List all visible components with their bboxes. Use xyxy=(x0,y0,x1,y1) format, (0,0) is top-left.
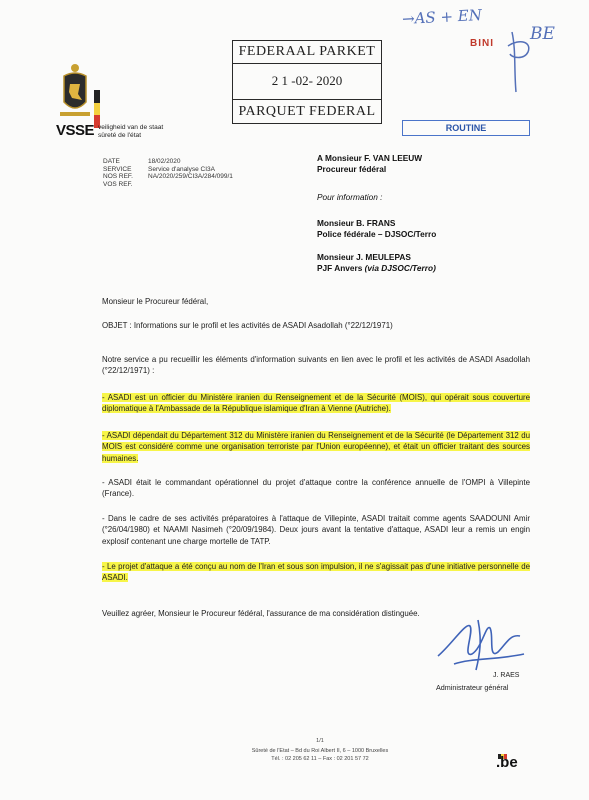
paragraph-1: - ASADI est un officier du Ministère iranien du Renseignement et de la Sécurité (MOIS), qui opérait sous couverture diplomatique à l'Ambassade de la République islamique d'Iran à Vienne (Autriche). xyxy=(102,393,530,414)
stamp-line-1: FEDERAAL PARKET xyxy=(238,44,376,59)
ref-service: Service d'analyse CI3A xyxy=(148,165,215,173)
intro-paragraph: Notre service a pu recueillir les éléments d'information suivants en lien avec le profil et les activités de ASADI Asadollah (°22/12/1971) : xyxy=(102,355,530,376)
be-logo: .be xyxy=(496,754,518,771)
logo-line-nl: veiligheid van de staat xyxy=(98,124,164,131)
cc-recipient-1: Monsieur B. FRANS Police fédérale – DJSOC/Terro xyxy=(317,218,437,239)
subject-line: OBJET : Informations sur le profil et les activités de ASADI Asadollah (°22/12/1971) xyxy=(102,321,393,330)
coat-of-arms-icon xyxy=(58,62,92,120)
recipient-block xyxy=(317,153,422,174)
be-logo-flag xyxy=(498,746,508,751)
received-stamp xyxy=(232,40,382,124)
belgian-flag-stripes xyxy=(94,90,100,128)
signature-icon xyxy=(432,614,528,674)
ref-our-ref: NA/2020/259/CI3A/284/099/1 xyxy=(148,173,233,181)
handwritten-scribble-icon xyxy=(498,28,548,98)
footer-phone: Tél. : 02 205 62 11 – Fax : 02 201 57 72 xyxy=(271,756,369,762)
recipient-title: Procureur fédéral xyxy=(317,163,387,174)
signatory-name: J. RAES xyxy=(493,672,520,679)
cc-recipient-2: Monsieur J. MEULEPAS PJF Anvers (via DJSOC/Terro) xyxy=(317,252,436,273)
paragraph-3: - ASADI était le commandant opérationnel du projet d'attaque contre la conférence annuelle de l'OMPI à Villepinte (France). xyxy=(102,478,530,499)
priority-badge: ROUTINE xyxy=(402,120,530,136)
stamp-date: 2 1 -02- 2020 xyxy=(271,73,343,88)
signatory-title: Administrateur général xyxy=(436,683,509,692)
logo-abbreviation: VSSE xyxy=(56,122,95,139)
closing-line: Veuillez agréer, Monsieur le Procureur fédéral, l'assurance de ma considération distinguée. xyxy=(102,609,420,618)
paragraph-5: - Le projet d'attaque a été conçu au nom de l'Iran et sous son impulsion, il ne s'agissait pas d'une initiative personnelle de ASADI. xyxy=(102,562,530,583)
paragraph-4: - Dans le cadre de ses activités préparatoires à l'attaque de Villepinte, ASADI traitait comme agents SAADOUNI Amir (°26/04/1980) et NAAMI Nasimeh (°20/09/1984). Deux jours avant la tentative d'attaque, ASADI leur a remis un engin explosif contenant une charge mortelle de TATP. xyxy=(102,514,530,546)
red-stamp-mark: BINI xyxy=(470,38,494,49)
page-number: 1/1 xyxy=(316,738,324,744)
ref-date: 18/02/2020 xyxy=(148,158,181,165)
handwritten-initials: BE xyxy=(530,24,555,44)
recipient-name: A Monsieur F. VAN LEEUW xyxy=(317,153,423,163)
footer-address: Sûreté de l'Etat – Bd du Roi Albert II, 6 – 1000 Bruxelles xyxy=(251,748,389,754)
info-label: Pour information : xyxy=(317,192,383,202)
logo-line-fr: sûreté de l'état xyxy=(98,131,142,139)
reference-block: DATE 18/02/2020 SERVICE Service d'analyse CI3A NOS REF. NA/2020/259/CI3A/284/099/1 VOS REF. xyxy=(103,158,233,188)
paragraph-2: - ASADI dépendait du Département 312 du Ministère iranien du Renseignement et de la Sécurité (le Département 312 du MOIS est considéré comme une organisation terroriste par l'Union européenne), et était un officier traitant des sources humaines. xyxy=(102,431,530,463)
handwritten-note: →AS + EN xyxy=(401,5,483,29)
stamp-line-2: PARQUET FEDERAL xyxy=(238,104,376,119)
salutation: Monsieur le Procureur fédéral, xyxy=(102,297,209,306)
logo-subtitle xyxy=(98,124,163,139)
